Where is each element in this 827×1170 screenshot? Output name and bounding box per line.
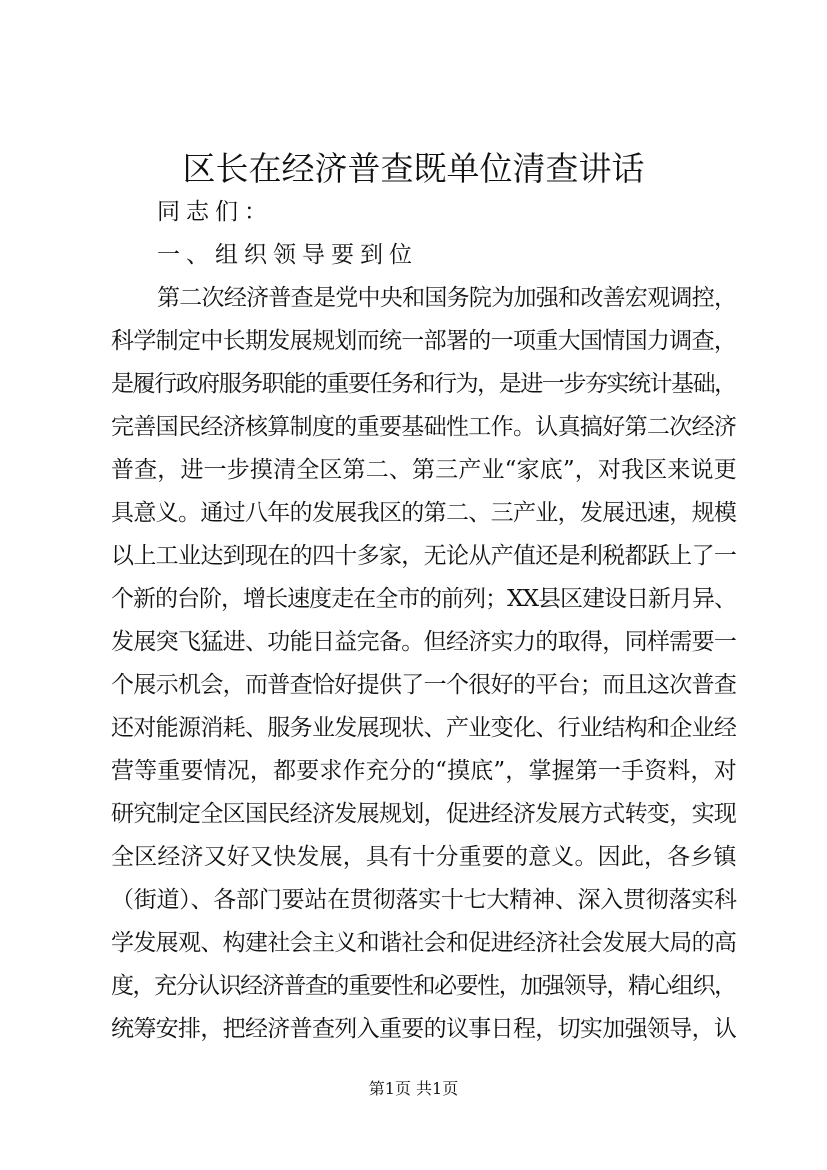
salutation: 同志们： [157,199,273,225]
paragraph-line: 第二次经济普查是党中央和国务院为加强和改善宏观调控， [157,285,737,311]
paragraph-line: 以上工业达到现在的四十多家，无论从产值还是利税都跃上了一 [111,543,737,569]
paragraph-line: 是履行政府服务职能的重要任务和行为，是进一步夯实统计基础， [111,371,736,397]
paragraph-line: 个展示机会，而普查恰好提供了一个很好的平台；而且这次普查 [111,672,737,698]
paragraph-line: 个新的台阶，增长速度走在全市的前列；XX县区建设日新月异、 [111,586,737,612]
paragraph-line: 研究制定全区国民经济发展规划，促进经济发展方式转变，实现 [111,801,737,827]
paragraph-line: 营等重要情况，都要求作充分的“摸底”，掌握第一手资料，对 [111,758,737,784]
paragraph-line: 科学制定中长期发展规划而统一部署的一项重大国情国力调查， [111,328,737,354]
page-number-footer: 第1页 共1页 [368,1079,459,1098]
paragraph-line: 全区经济又好又快发展，具有十分重要的意义。因此，各乡镇 [111,844,737,870]
paragraph-line: （街道）、各部门要站在贯彻落实十七大精神、深入贯彻落实科 [111,887,737,913]
paragraph-line: 学发展观、构建社会主义和谐社会和促进经济社会发展大局的高 [111,930,737,956]
document-title: 区长在经济普查既单位清查讲话 [182,149,645,188]
paragraph-line: 度，充分认识经济普查的重要性和必要性，加强领导，精心组织， [111,973,736,999]
paragraph-line: 完善国民经济核算制度的重要基础性工作。认真搞好第二次经济 [111,414,737,440]
section-heading: 一、组织领导要到位 [157,242,418,268]
paragraph-line: 普查，进一步摸清全区第二、第三产业“家底”，对我区来说更 [111,457,737,483]
paragraph-line: 发展突飞猛进、功能日益完备。但经济实力的取得，同样需要一 [111,629,737,655]
paragraph-line: 具意义。通过八年的发展我区的第二、三产业，发展迅速，规模 [111,500,737,526]
paragraph-line: 统筹安排，把经济普查列入重要的议事日程，切实加强领导，认 [111,1016,737,1042]
paragraph-line: 还对能源消耗、服务业发展现状、产业变化、行业结构和企业经 [111,715,737,741]
